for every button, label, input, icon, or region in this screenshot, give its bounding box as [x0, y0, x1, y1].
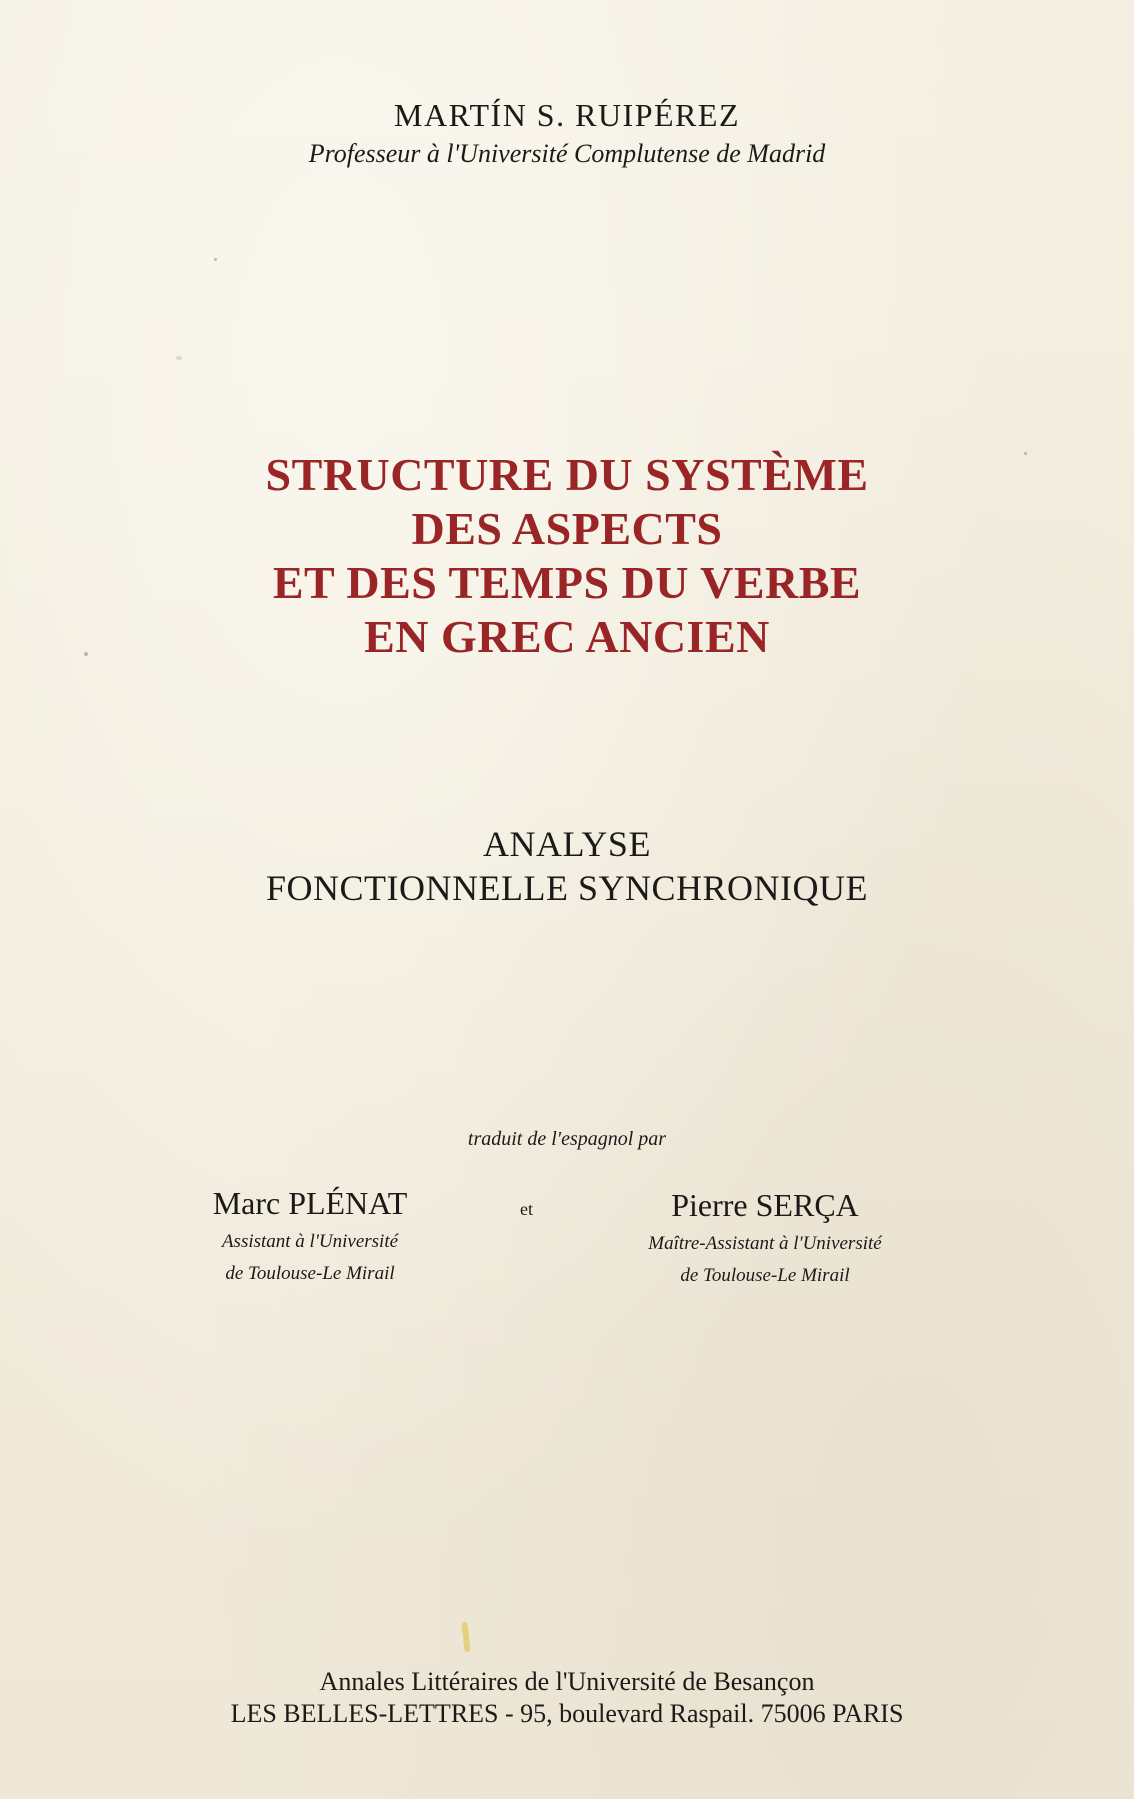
translator-affiliation-line: Assistant à l'Université	[221, 1231, 399, 1252]
translator-name: Marc PLÉNAT	[212, 1185, 408, 1221]
book-subtitle-line: ANALYSE	[483, 824, 651, 864]
book-title-line: ET DES TEMPS DU VERBE	[272, 557, 862, 608]
book-title-line: EN GREC ANCIEN	[364, 611, 770, 662]
publisher-line: Annales Littéraires de l'Université de Besançon	[319, 1667, 815, 1696]
book-title	[0, 448, 1134, 664]
conjunction-et: et	[520, 1199, 533, 1219]
translator-affiliation-line: de Toulouse-Le Mirail	[225, 1263, 395, 1284]
translator-affiliation-line: de Toulouse-Le Mirail	[680, 1265, 850, 1286]
publisher-line: LES BELLES-LETTRES - 95, boulevard Raspail. 75006 PARIS	[230, 1699, 904, 1728]
translator-second	[600, 1186, 930, 1288]
paper-speck	[176, 356, 182, 360]
publisher-imprint	[0, 1666, 1134, 1730]
paper-speck	[1024, 452, 1027, 455]
book-subtitle	[0, 822, 1134, 910]
translator-first	[160, 1184, 460, 1286]
paper-stain	[461, 1622, 470, 1652]
author-affiliation: Professeur à l'Université Complutense de Madrid	[308, 139, 826, 168]
translator-affiliation-line: Maître-Assistant à l'Université	[648, 1233, 882, 1254]
book-title-line: DES ASPECTS	[411, 503, 723, 554]
paper-speck	[214, 258, 217, 261]
book-title-line: STRUCTURE DU SYSTÈME	[265, 449, 869, 500]
paper-speck	[84, 652, 88, 656]
book-subtitle-line: FONCTIONNELLE SYNCHRONIQUE	[266, 868, 868, 908]
translated-by-label: traduit de l'espagnol par	[467, 1128, 667, 1150]
author-name: MARTÍN S. RUIPÉREZ	[394, 97, 740, 133]
translator-name: Pierre SERÇA	[671, 1187, 859, 1223]
